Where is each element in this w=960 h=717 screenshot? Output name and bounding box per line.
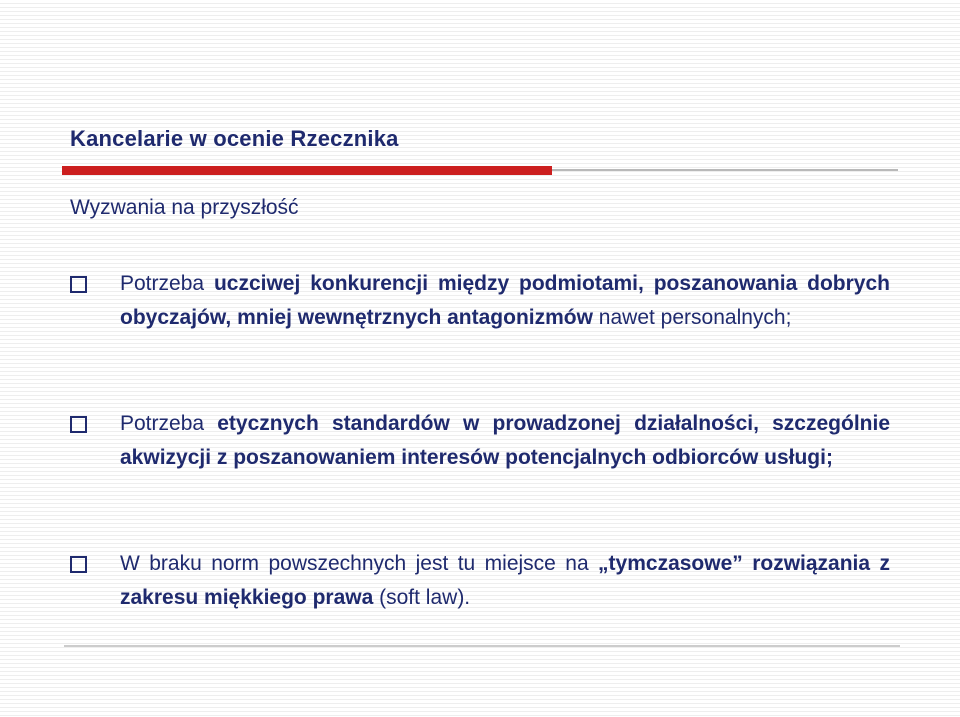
bullet-text-regular: Potrzeba (120, 412, 218, 435)
hollow-square-bullet-icon (70, 556, 87, 573)
bullet-text-regular: W braku norm powszechnych jest tu miejsce na (120, 552, 599, 575)
title-underline-accent (62, 166, 552, 175)
bullet-text-bold: etycznych standardów w prowadzonej działalności, szczególnie akwizycji z poszanowaniem interesów potencjalnych odbiorców usługi; (120, 412, 890, 469)
bottom-divider (64, 645, 900, 647)
bullet-item (70, 547, 890, 615)
hollow-square-bullet-icon (70, 276, 87, 293)
bullet-text-regular: nawet personalnych; (592, 306, 792, 329)
bullet-text (120, 547, 890, 615)
title-underline-thin (552, 169, 898, 171)
bullet-item (70, 407, 890, 475)
bullet-text-bold: „tymczasowe” rozwiązania z zakresu miękkiego prawa (120, 552, 890, 609)
slide-title: Kancelarie w ocenie Rzecznika (70, 126, 399, 151)
bullet-text-regular: (soft law). (373, 586, 471, 609)
hollow-square-bullet-icon (70, 416, 87, 433)
bullet-text (120, 407, 890, 475)
bullet-text-bold: uczciwej konkurencji między podmiotami, poszanowania dobrych obyczajów, mniej wewnętrznych antagonizmów (120, 272, 890, 329)
bullet-item (70, 267, 890, 335)
slide-subtitle: Wyzwania na przyszłość (70, 196, 299, 219)
title-underline (62, 166, 898, 175)
bullet-text (120, 267, 890, 335)
bullet-text-regular: Potrzeba (120, 272, 214, 295)
